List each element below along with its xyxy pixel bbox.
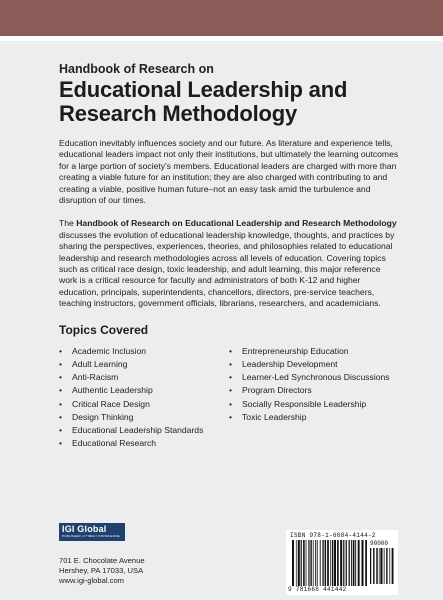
- topic-label: Toxic Leadership: [242, 411, 307, 422]
- barcode-bar: [320, 540, 321, 586]
- topic-label: Anti-Racism: [72, 372, 119, 383]
- topic-item: [59, 358, 229, 371]
- topic-item: [59, 437, 229, 450]
- back-cover-content: [59, 62, 399, 450]
- top-rule: [0, 36, 443, 41]
- topic-label: Adult Learning: [72, 358, 128, 369]
- isbn-text: ISBN 978-1-6684-4144-2: [290, 532, 376, 539]
- bullet-icon: •: [229, 345, 233, 356]
- barcode-bar: [362, 540, 364, 586]
- barcode-bar: [327, 540, 329, 586]
- bullet-icon: •: [59, 358, 63, 369]
- topic-item: [59, 371, 229, 384]
- address-line-2: Hershey, PA 17033, USA: [59, 566, 144, 575]
- barcode-bar: [353, 540, 355, 586]
- bullet-icon: •: [59, 372, 63, 383]
- bullet-icon: •: [229, 398, 233, 409]
- bullet-icon: •: [59, 411, 63, 422]
- barcode-bar: [330, 540, 331, 586]
- publisher-address: [59, 556, 179, 586]
- barcode-bar: [379, 548, 380, 584]
- barcode-bar: [303, 540, 305, 586]
- topic-item: [229, 411, 399, 424]
- topic-item: [59, 384, 229, 397]
- barcode-bar: [332, 540, 333, 586]
- topic-label: Educational Research: [72, 438, 157, 449]
- barcode-bar: [384, 548, 385, 584]
- topic-item: [229, 345, 399, 358]
- publisher-logo-text: IGI Global: [62, 524, 107, 534]
- barcode-bar: [337, 540, 339, 586]
- barcode-bar: [349, 540, 350, 586]
- topic-label: Design Thinking: [72, 411, 134, 422]
- bullet-icon: •: [59, 424, 63, 435]
- topic-label: Educational Leadership Standards: [72, 424, 204, 435]
- barcode-bar: [370, 548, 371, 584]
- topic-item: [229, 398, 399, 411]
- barcode-bar: [340, 540, 342, 586]
- barcode-bar: [315, 540, 316, 586]
- bullet-icon: •: [229, 358, 233, 369]
- barcode-bar: [351, 540, 352, 586]
- publisher-logo-tagline: PUBLISHER of TIMELY KNOWLEDGE: [62, 534, 120, 538]
- topic-label: Authentic Leadership: [72, 385, 153, 396]
- topic-item: [229, 384, 399, 397]
- bullet-icon: •: [229, 385, 233, 396]
- publisher-logo: [59, 523, 125, 541]
- topic-label: Academic Inclusion: [72, 345, 147, 356]
- topic-label: Socially Responsible Leadership: [242, 398, 367, 409]
- barcode-bar: [322, 540, 323, 586]
- barcode-bar: [301, 540, 302, 586]
- bullet-icon: •: [59, 345, 63, 356]
- barcode-bar: [392, 548, 394, 584]
- ean-barcode-bars: [292, 540, 368, 586]
- barcode-digits: 9 781668 441442: [288, 586, 347, 593]
- title-prefix: Handbook of Research on: [59, 62, 214, 76]
- topics-left-column: [59, 345, 229, 451]
- top-color-band: [0, 0, 443, 36]
- publisher-block: [59, 523, 179, 586]
- barcode-bar: [298, 540, 300, 586]
- barcode-bar: [310, 540, 311, 586]
- barcode-bar: [313, 540, 314, 586]
- barcode-bar: [386, 548, 387, 584]
- price-addon-bars: [370, 548, 394, 584]
- topic-item: [229, 358, 399, 371]
- description-bold-title: Handbook of Research on Educational Leadership and Research Methodology: [76, 218, 397, 229]
- topic-item: [229, 371, 399, 384]
- topic-item: [59, 411, 229, 424]
- topic-item: [59, 398, 229, 411]
- bullet-icon: •: [59, 438, 63, 449]
- topic-label: Critical Race Design: [72, 398, 150, 409]
- barcode-bar: [376, 548, 377, 584]
- barcode-bar: [373, 548, 374, 584]
- topics-heading: Topics Covered: [59, 322, 149, 337]
- price-code: 90000: [370, 540, 389, 547]
- bullet-icon: •: [59, 398, 63, 409]
- intro-paragraph: Education inevitably influences society and our future. As literature and experience tells, educational leaders impact not only their institutions, but ultimately the learning outcomes for a large portion of society's members. Educational leaders are charged with more than creating a viable future for an institution; they are also charged with contributing to and creating a viable, positive human future–not an easy task amid the turbulence and disruption of our times.: [59, 138, 399, 206]
- bullet-icon: •: [229, 372, 233, 383]
- barcode-bar: [306, 540, 307, 586]
- barcode-bar: [365, 540, 367, 586]
- topics-list: [59, 345, 399, 451]
- bullet-icon: •: [59, 385, 63, 396]
- book-title-line2: Research Methodology: [59, 101, 298, 126]
- barcode-bar: [389, 548, 390, 584]
- description-paragraph: [59, 218, 399, 309]
- description-rest: discusses the evolution of educational leadership knowledge, thoughts, and practices by sharing the perspectives, experiences, theories, and philosophies related to educational leadership and research methodologies across all levels of education. Covering topics such as critical race design, toxic leadership, and adult learning, this major reference work is a critical resource for faculty and administrators of both K-12 and higher education, principals, superintendents, chancellors, directors, pre-service teachers, teaching instructors, government officials, librarians, researchers, and academicians.: [59, 229, 395, 309]
- topic-label: Learner-Led Synchronous Discussions: [242, 372, 390, 383]
- book-title-line1: Educational Leadership and: [59, 77, 348, 102]
- barcode-bar: [380, 548, 382, 584]
- bullet-icon: •: [229, 411, 233, 422]
- barcode-bar: [358, 540, 360, 586]
- topic-item: [59, 345, 229, 358]
- description-prefix: The: [59, 218, 77, 229]
- address-line-1: 701 E. Chocolate Avenue: [59, 556, 145, 565]
- topic-label: Program Directors: [242, 385, 312, 396]
- book-title: [59, 78, 399, 126]
- topic-item: [59, 424, 229, 437]
- topics-right-column: [229, 345, 399, 451]
- barcode-bar: [346, 540, 347, 586]
- barcode-bar: [317, 540, 318, 586]
- barcode-bar: [325, 540, 326, 586]
- barcode-bar: [355, 540, 356, 586]
- topic-label: Leadership Development: [242, 358, 338, 369]
- topic-label: Entrepreneurship Education: [242, 345, 349, 356]
- barcode-bar: [334, 540, 336, 586]
- barcode-bar: [343, 540, 344, 586]
- barcode-bar: [308, 540, 309, 586]
- barcode-bar: [292, 540, 294, 586]
- publisher-website: www.igi-global.com: [59, 576, 124, 585]
- isbn-barcode: [286, 530, 398, 595]
- barcode-bar: [296, 540, 297, 586]
